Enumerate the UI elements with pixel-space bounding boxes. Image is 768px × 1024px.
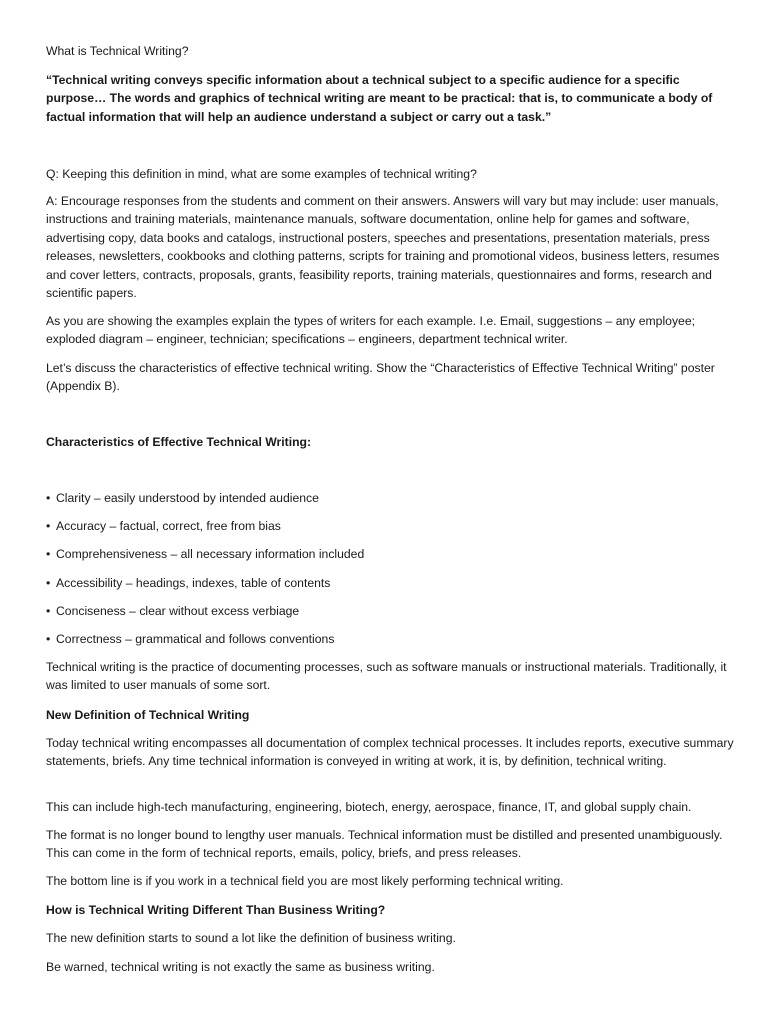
bottom-line-paragraph: The bottom line is if you work in a technical field you are most likely performing technical writing. <box>46 874 564 888</box>
characteristics-heading: Characteristics of Effective Technical Writing: <box>46 435 312 449</box>
new-definition-heading: New Definition of Technical Writing <box>46 708 250 722</box>
list-item-text: Comprehensiveness – all necessary information included <box>56 547 365 562</box>
bullet-icon: • <box>46 631 51 646</box>
bullet-icon: • <box>46 547 51 562</box>
list-item-text: Clarity – easily understood by intended audience <box>56 491 319 505</box>
list-item <box>46 602 736 630</box>
today-paragraph: Today technical writing encompasses all documentation of complex technical processes. It includes reports, executive summary statements, briefs. Any time technical information is conveyed in writing at work, it is, by definition, technical writing. <box>46 736 734 769</box>
warned-paragraph: Be warned, technical writing is not exactly the same as business writing. <box>46 960 435 974</box>
list-item-text: Accessibility – headings, indexes, table of contents <box>56 575 331 590</box>
bullet-icon: • <box>46 519 51 534</box>
practice-paragraph: Technical writing is the practice of documenting processes, such as software manuals or instructional materials. Traditionally, it was limited to user manuals of some sort. <box>46 660 727 693</box>
list-item <box>46 630 736 658</box>
discuss-note-paragraph: Let’s discuss the characteristics of effective technical writing. Show the “Characteristics of Effective Technical Writing” poster (Appendix B). <box>46 361 715 394</box>
list-item-text: Correctness – grammatical and follows conventions <box>56 631 335 646</box>
different-heading: How is Technical Writing Different Than Business Writing? <box>46 903 386 917</box>
list-item <box>46 545 736 573</box>
answer-paragraph: A: Encourage responses from the students and comment on their answers. Answers will vary but may include: user manuals, instructions and training materials, maintenance manuals, software documentation, online help for games and software, advertising copy, data books and catalogs, instructional posters, speeches and presentations, presentation materials, press releases, newsletters, cookbooks and clothing patterns, scripts for training and promotional videos, business letters, resumes and cover letters, contracts, proposals, grants, feasibility reports, training materials, questionnaires and forms, research and scientific papers. <box>46 194 720 301</box>
list-item <box>46 489 736 517</box>
bullet-icon: • <box>46 575 51 590</box>
bullet-icon: • <box>46 491 51 505</box>
definition-quote: “Technical writing conveys specific information about a technical subject to a specific audience for a specific purpose… The words and graphics of technical writing are meant to be practical: that is, to communicate a body of factual information that will help an audience understand a subject or carry out a task.” <box>46 73 713 124</box>
question-text: Q: Keeping this definition in mind, what are some examples of technical writing? <box>46 167 477 181</box>
list-item <box>46 574 736 602</box>
list-item-text: Accuracy – factual, correct, free from bias <box>56 519 281 534</box>
list-item <box>46 517 736 545</box>
bullet-icon: • <box>46 603 51 618</box>
list-item-text: Conciseness – clear without excess verbiage <box>56 603 300 618</box>
include-paragraph: This can include high-tech manufacturing, engineering, biotech, energy, aerospace, finance, IT, and global supply chain. <box>46 800 692 814</box>
characteristics-list <box>46 489 736 658</box>
what-is-heading: What is Technical Writing? <box>46 44 189 58</box>
examples-note-paragraph: As you are showing the examples explain the types of writers for each example. I.e. Email, suggestions – any employee; exploded diagram – engineer, technician; specifications – engineers, department technical writer. <box>46 314 695 347</box>
format-paragraph: The format is no longer bound to lengthy user manuals. Technical information must be distilled and presented unambiguously. This can come in the form of technical reports, emails, policy, briefs, and press releases. <box>46 828 723 861</box>
new-definition-sounds-paragraph: The new definition starts to sound a lot like the definition of business writing. <box>46 931 456 945</box>
